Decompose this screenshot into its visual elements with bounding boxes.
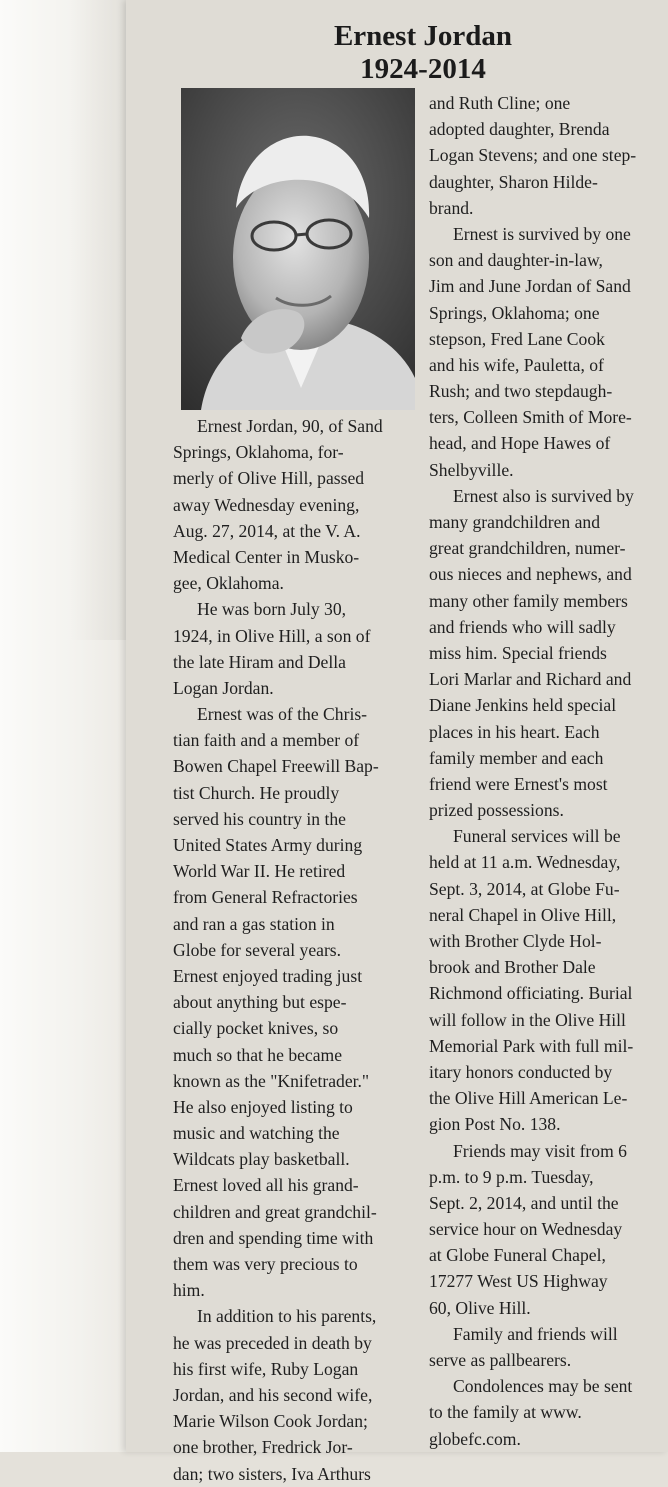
obituary-text-line: about anything but espe- xyxy=(173,992,347,1013)
obituary-text-line: Ernest is survived by one xyxy=(453,223,631,244)
obituary-text-line: Friends may visit from 6 xyxy=(453,1140,627,1161)
obituary-column-1 xyxy=(173,413,409,1487)
obituary-text-line: Logan Stevens; and one step- xyxy=(429,145,637,166)
obituary-text-line: Ernest loved all his grand- xyxy=(173,1175,359,1196)
obituary-text-line: will follow in the Olive Hill xyxy=(429,1009,626,1030)
obituary-text-line: brook and Brother Dale xyxy=(429,957,596,978)
obituary-text-line: globefc.com. xyxy=(429,1428,521,1449)
obituary-text-line: Funeral services will be xyxy=(453,826,621,847)
obituary-text-line: Condolences may be sent xyxy=(453,1376,633,1397)
obituary-text-line: the late Hiram and Della xyxy=(173,651,346,672)
obituary-text-line: great grandchildren, numer- xyxy=(429,538,626,559)
obituary-text-line: dan; two sisters, Iva Arthurs xyxy=(173,1463,371,1484)
obituary-text-line: Globe for several years. xyxy=(173,939,342,960)
obituary-text-line: World War II. He retired xyxy=(173,861,346,882)
obituary-text-line: Medical Center in Musko- xyxy=(173,546,360,567)
obituary-text-line: 17277 West US Highway xyxy=(429,1271,608,1292)
obituary-name: Ernest Jordan xyxy=(333,20,513,52)
obituary-text-line: dren and spending time with xyxy=(173,1227,374,1248)
page-margin xyxy=(0,0,132,1452)
obituary-text-line: his first wife, Ruby Logan xyxy=(173,1358,359,1379)
obituary-text-line: Richmond officiating. Burial xyxy=(429,983,633,1004)
obituary-text-line: one brother, Fredrick Jor- xyxy=(173,1437,353,1458)
obituary-text-line: Memorial Park with full mil- xyxy=(429,1035,634,1056)
obituary-text-line: the Olive Hill American Le- xyxy=(429,1088,628,1109)
obituary-text-line: Sept. 3, 2014, at Globe Fu- xyxy=(429,878,620,899)
obituary-text-line: gee, Oklahoma. xyxy=(173,573,284,594)
obituary-text-line: served his country in the xyxy=(173,808,346,829)
obituary-text-line: son and daughter-in-law, xyxy=(429,250,603,271)
portrait-photo-icon xyxy=(181,88,415,410)
obituary-text-line: He was born July 30, xyxy=(197,599,347,620)
obituary-text-line: United States Army during xyxy=(173,835,363,855)
obituary-text-line: Shelbyville. xyxy=(429,459,514,480)
obituary-text-line: Jim and June Jordan of Sand xyxy=(429,276,631,297)
obituary-text-line: neral Chapel in Olive Hill, xyxy=(429,904,617,925)
obituary-text-line: tian faith and a member of xyxy=(173,730,360,751)
obituary-text-line: him. xyxy=(173,1280,205,1301)
obituary-text-line: 1924, in Olive Hill, a son of xyxy=(173,625,371,646)
obituary-text-line: many other family members xyxy=(429,590,628,611)
obituary-text-line: and friends who will sadly xyxy=(429,616,616,637)
obituary-text-line: merly of Olive Hill, passed xyxy=(173,468,365,489)
obituary-years: 1924-2014 xyxy=(360,53,486,85)
obituary-text-line: adopted daughter, Brenda xyxy=(429,119,610,140)
portrait-photo xyxy=(181,88,415,410)
obituary-text-line: Ernest was of the Chris- xyxy=(197,704,368,725)
obituary-text-line: from General Refractories xyxy=(173,887,358,908)
obituary-text-line: music and watching the xyxy=(173,1123,340,1144)
obituary-text-line: Ernest enjoyed trading just xyxy=(173,965,363,986)
obituary-text-line: serve as pallbearers. xyxy=(429,1350,572,1370)
obituary-text-line: Lori Marlar and Richard and xyxy=(429,669,632,690)
obituary-text-line: to the family at www. xyxy=(429,1402,582,1423)
obituary-text-line: He also enjoyed listing to xyxy=(173,1096,353,1117)
obituary-text-line: and his wife, Pauletta, of xyxy=(429,354,604,375)
obituary-text-line: and Ruth Cline; one xyxy=(429,93,571,113)
obituary-text-line: stepson, Fred Lane Cook xyxy=(429,328,605,349)
obituary-text-line: much so that he became xyxy=(173,1044,343,1065)
obituary-text-line: away Wednesday evening, xyxy=(173,494,360,515)
obituary-text-line: Family and friends will xyxy=(453,1323,618,1344)
obituary-text-line: daughter, Sharon Hilde- xyxy=(429,171,598,192)
obituary-column-2 xyxy=(429,90,668,1452)
obituary-text-line: ters, Colleen Smith of More- xyxy=(429,407,632,428)
obituary-text-line: Diane Jenkins held special xyxy=(429,695,617,716)
obituary-text-line: head, and Hope Hawes of xyxy=(429,433,611,454)
obituary-text-line: Ernest Jordan, 90, of Sand xyxy=(197,416,383,436)
obituary-text-line: tist Church. He proudly xyxy=(173,782,340,803)
obituary-text-line: Sept. 2, 2014, and until the xyxy=(429,1192,619,1213)
obituary-text-line: friend were Ernest's most xyxy=(429,773,608,794)
obituary-text-line: p.m. to 9 p.m. Tuesday, xyxy=(429,1166,594,1187)
obituary-text-line: with Brother Clyde Hol- xyxy=(429,931,602,951)
obituary-text-line: he was preceded in death by xyxy=(173,1332,372,1353)
obituary-text-line: Marie Wilson Cook Jordan; xyxy=(173,1411,368,1432)
obituary-text-line: Jordan, and his second wife, xyxy=(173,1384,373,1405)
obituary-text-line: service hour on Wednesday xyxy=(429,1219,623,1240)
obituary-text-line: and ran a gas station in xyxy=(173,913,335,934)
obituary-text-line: at Globe Funeral Chapel, xyxy=(429,1245,606,1266)
obituary-text-line: Ernest also is survived by xyxy=(453,485,634,506)
obituary-text-line: Logan Jordan. xyxy=(173,677,274,698)
obituary-text-line: known as the "Knifetrader." xyxy=(173,1070,370,1091)
obituary-text-line: brand. xyxy=(429,197,474,218)
obituary-text-line: Aug. 27, 2014, at the V. A. xyxy=(173,520,361,541)
obituary-text-line: Rush; and two stepdaugh- xyxy=(429,381,613,402)
obituary-text-line: family member and each xyxy=(429,747,604,768)
obituary-text-line: cially pocket knives, so xyxy=(173,1018,339,1039)
obituary-text-line: children and great grandchil- xyxy=(173,1201,377,1222)
obituary-text-line: Wildcats play basketball. xyxy=(173,1149,350,1170)
obituary-text-line: gion Post No. 138. xyxy=(429,1114,561,1135)
obituary-text-line: them was very precious to xyxy=(173,1254,358,1274)
obituary-text-line: Springs, Oklahoma; one xyxy=(429,302,600,323)
obituary-text-line: many grandchildren and xyxy=(429,512,600,532)
obituary-text-line: Bowen Chapel Freewill Bap- xyxy=(173,756,379,777)
obituary-text-line: places in his heart. Each xyxy=(429,721,600,742)
obituary-text-line: prized possessions. xyxy=(429,800,564,821)
obituary-text-line: 60, Olive Hill. xyxy=(429,1297,531,1318)
obituary-text-line: miss him. Special friends xyxy=(429,642,607,663)
obituary-text-line: Springs, Oklahoma, for- xyxy=(173,442,344,463)
obituary-text-line: ous nieces and nephews, and xyxy=(429,564,632,585)
obituary-text-line: In addition to his parents, xyxy=(197,1306,377,1327)
obituary-text-line: itary honors conducted by xyxy=(429,1061,613,1082)
obituary-text-line: held at 11 a.m. Wednesday, xyxy=(429,852,621,873)
